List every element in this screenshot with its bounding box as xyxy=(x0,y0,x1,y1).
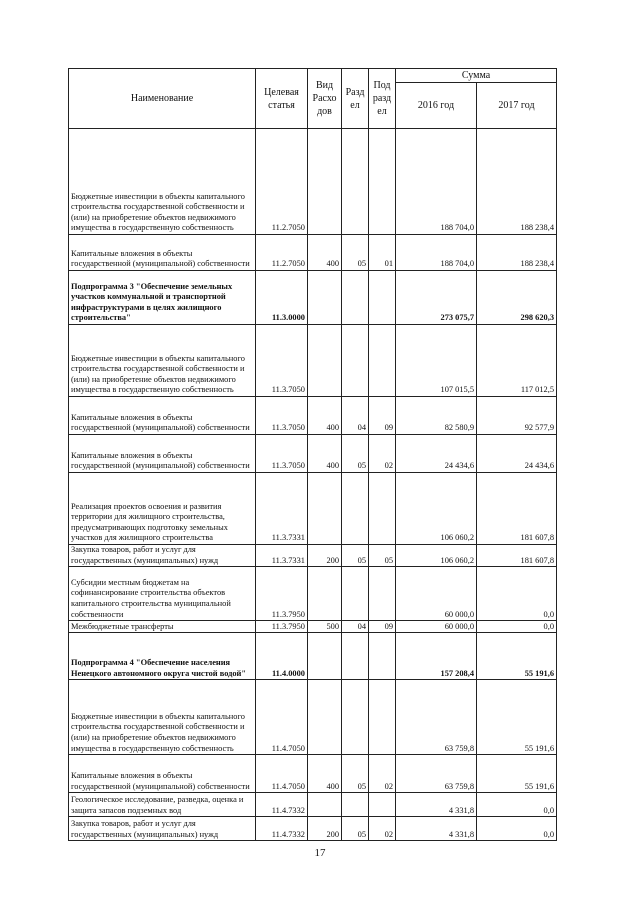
table-row xyxy=(69,435,557,473)
table-row xyxy=(69,680,557,755)
cell-podrazdel: 02 xyxy=(369,435,396,473)
cell-target: 11.3.7331 xyxy=(256,473,308,545)
cell-target: 11.3.7950 xyxy=(256,621,308,633)
table-row xyxy=(69,129,557,235)
cell-sum-2016: 106 060,2 xyxy=(396,473,477,545)
cell-name: Подпрограмма 4 "Обеспечение населения Ненецкого автономного округа чистой водой" xyxy=(69,633,256,680)
cell-podrazdel xyxy=(369,325,396,397)
table-body xyxy=(69,129,557,841)
cell-razdel: 05 xyxy=(342,545,369,567)
cell-name: Бюджетные инвестиции в объекты капитального строительства государственной собственности и (или) на приобретение объектов недвижимого имущества в государственную собственность xyxy=(69,325,256,397)
cell-sum-2017: 24 434,6 xyxy=(477,435,557,473)
cell-sum-2017: 117 012,5 xyxy=(477,325,557,397)
cell-target: 11.3.0000 xyxy=(256,271,308,325)
cell-sum-2017: 55 191,6 xyxy=(477,633,557,680)
cell-sum-2017: 298 620,3 xyxy=(477,271,557,325)
cell-sum-2016: 106 060,2 xyxy=(396,545,477,567)
cell-sum-2017: 0,0 xyxy=(477,817,557,841)
cell-podrazdel: 02 xyxy=(369,755,396,793)
cell-vid xyxy=(308,793,342,817)
cell-sum-2017: 181 607,8 xyxy=(477,545,557,567)
table-row xyxy=(69,235,557,271)
cell-razdel xyxy=(342,129,369,235)
cell-sum-2017: 55 191,6 xyxy=(477,680,557,755)
cell-vid: 200 xyxy=(308,545,342,567)
cell-name: Геологическое исследование, разведка, оценка и защита запасов подземных вод xyxy=(69,793,256,817)
cell-podrazdel xyxy=(369,793,396,817)
cell-vid: 400 xyxy=(308,397,342,435)
cell-podrazdel xyxy=(369,567,396,621)
cell-target: 11.3.7050 xyxy=(256,397,308,435)
table-row xyxy=(69,633,557,680)
cell-razdel: 05 xyxy=(342,235,369,271)
cell-podrazdel xyxy=(369,129,396,235)
cell-podrazdel: 05 xyxy=(369,545,396,567)
cell-razdel: 04 xyxy=(342,621,369,633)
cell-target: 11.4.0000 xyxy=(256,633,308,680)
cell-sum-2016: 188 704,0 xyxy=(396,235,477,271)
cell-target: 11.2.7050 xyxy=(256,129,308,235)
cell-podrazdel xyxy=(369,633,396,680)
cell-vid xyxy=(308,680,342,755)
cell-vid xyxy=(308,271,342,325)
cell-sum-2016: 63 759,8 xyxy=(396,680,477,755)
cell-vid xyxy=(308,129,342,235)
cell-sum-2017: 0,0 xyxy=(477,793,557,817)
cell-target: 11.3.7050 xyxy=(256,325,308,397)
header-podrazdel: Под разд ел xyxy=(369,69,396,129)
cell-sum-2016: 157 208,4 xyxy=(396,633,477,680)
table-row xyxy=(69,621,557,633)
header-vid: Вид Расхо дов xyxy=(308,69,342,129)
cell-sum-2017: 55 191,6 xyxy=(477,755,557,793)
cell-sum-2017: 181 607,8 xyxy=(477,473,557,545)
cell-target: 11.4.7050 xyxy=(256,755,308,793)
cell-sum-2017: 0,0 xyxy=(477,621,557,633)
header-year-2016: 2016 год xyxy=(396,83,477,129)
cell-sum-2016: 60 000,0 xyxy=(396,567,477,621)
cell-name: Капитальные вложения в объекты государственной (муниципальной) собственности xyxy=(69,755,256,793)
cell-name: Закупка товаров, работ и услуг для государственных (муниципальных) нужд xyxy=(69,545,256,567)
cell-sum-2017: 188 238,4 xyxy=(477,235,557,271)
cell-sum-2016: 107 015,5 xyxy=(396,325,477,397)
cell-sum-2017: 188 238,4 xyxy=(477,129,557,235)
header-year-2017: 2017 год xyxy=(477,83,557,129)
table-header xyxy=(69,69,557,129)
cell-razdel xyxy=(342,567,369,621)
cell-podrazdel xyxy=(369,680,396,755)
header-razdel: Разд ел xyxy=(342,69,369,129)
cell-name: Бюджетные инвестиции в объекты капитального строительства государственной собственности и (или) на приобретение объектов недвижимого имущества в государственную собственность xyxy=(69,680,256,755)
cell-target: 11.4.7332 xyxy=(256,817,308,841)
cell-sum-2016: 188 704,0 xyxy=(396,129,477,235)
cell-sum-2016: 82 580,9 xyxy=(396,397,477,435)
cell-vid xyxy=(308,567,342,621)
cell-podrazdel xyxy=(369,473,396,545)
budget-table-container xyxy=(68,68,556,841)
cell-razdel xyxy=(342,325,369,397)
table-row xyxy=(69,793,557,817)
budget-table xyxy=(68,68,557,841)
cell-sum-2017: 92 577,9 xyxy=(477,397,557,435)
cell-vid: 400 xyxy=(308,435,342,473)
table-row xyxy=(69,817,557,841)
table-row xyxy=(69,545,557,567)
table-row xyxy=(69,397,557,435)
table-row xyxy=(69,755,557,793)
cell-razdel: 04 xyxy=(342,397,369,435)
cell-vid: 400 xyxy=(308,755,342,793)
cell-razdel: 05 xyxy=(342,817,369,841)
cell-vid: 200 xyxy=(308,817,342,841)
cell-razdel xyxy=(342,793,369,817)
table-row xyxy=(69,271,557,325)
cell-sum-2016: 24 434,6 xyxy=(396,435,477,473)
cell-name: Бюджетные инвестиции в объекты капитального строительства государственной собственности и (или) на приобретение объектов недвижимого имущества в государственную собственность xyxy=(69,129,256,235)
cell-razdel: 05 xyxy=(342,755,369,793)
cell-podrazdel: 01 xyxy=(369,235,396,271)
table-row xyxy=(69,325,557,397)
header-name: Наименование xyxy=(69,69,256,129)
cell-vid xyxy=(308,325,342,397)
cell-sum-2017: 0,0 xyxy=(477,567,557,621)
table-row xyxy=(69,473,557,545)
header-target: Целевая статья xyxy=(256,69,308,129)
cell-name: Субсидии местным бюджетам на софинансирование строительства объектов капитального строительства муниципальной собственности xyxy=(69,567,256,621)
cell-name: Капитальные вложения в объекты государственной (муниципальной) собственности xyxy=(69,235,256,271)
cell-podrazdel: 02 xyxy=(369,817,396,841)
cell-vid xyxy=(308,473,342,545)
cell-razdel xyxy=(342,473,369,545)
cell-target: 11.4.7332 xyxy=(256,793,308,817)
cell-name: Капитальные вложения в объекты государственной (муниципальной) собственности xyxy=(69,397,256,435)
cell-target: 11.4.7050 xyxy=(256,680,308,755)
cell-vid: 500 xyxy=(308,621,342,633)
cell-razdel xyxy=(342,633,369,680)
cell-razdel: 05 xyxy=(342,435,369,473)
cell-razdel xyxy=(342,271,369,325)
cell-sum-2016: 63 759,8 xyxy=(396,755,477,793)
cell-vid: 400 xyxy=(308,235,342,271)
cell-name: Реализация проектов освоения и развития территории для жилищного строительства, предусматривающих подготовку земельных участков для жилищного строительства xyxy=(69,473,256,545)
cell-name: Закупка товаров, работ и услуг для государственных (муниципальных) нужд xyxy=(69,817,256,841)
cell-vid xyxy=(308,633,342,680)
cell-sum-2016: 273 075,7 xyxy=(396,271,477,325)
header-sum: Сумма xyxy=(396,69,557,83)
cell-target: 11.2.7050 xyxy=(256,235,308,271)
cell-name: Подпрограмма 3 "Обеспечение земельных участков коммунальной и транспортной инфраструктурами в целях жилищного строительства" xyxy=(69,271,256,325)
cell-razdel xyxy=(342,680,369,755)
cell-sum-2016: 4 331,8 xyxy=(396,817,477,841)
table-row xyxy=(69,567,557,621)
cell-target: 11.3.7950 xyxy=(256,567,308,621)
cell-sum-2016: 4 331,8 xyxy=(396,793,477,817)
cell-sum-2016: 60 000,0 xyxy=(396,621,477,633)
cell-target: 11.3.7331 xyxy=(256,545,308,567)
page-number: 17 xyxy=(314,847,326,859)
cell-target: 11.3.7050 xyxy=(256,435,308,473)
cell-podrazdel: 09 xyxy=(369,397,396,435)
cell-podrazdel: 09 xyxy=(369,621,396,633)
cell-name: Капитальные вложения в объекты государственной (муниципальной) собственности xyxy=(69,435,256,473)
cell-name: Межбюджетные трансферты xyxy=(69,621,256,633)
cell-podrazdel xyxy=(369,271,396,325)
